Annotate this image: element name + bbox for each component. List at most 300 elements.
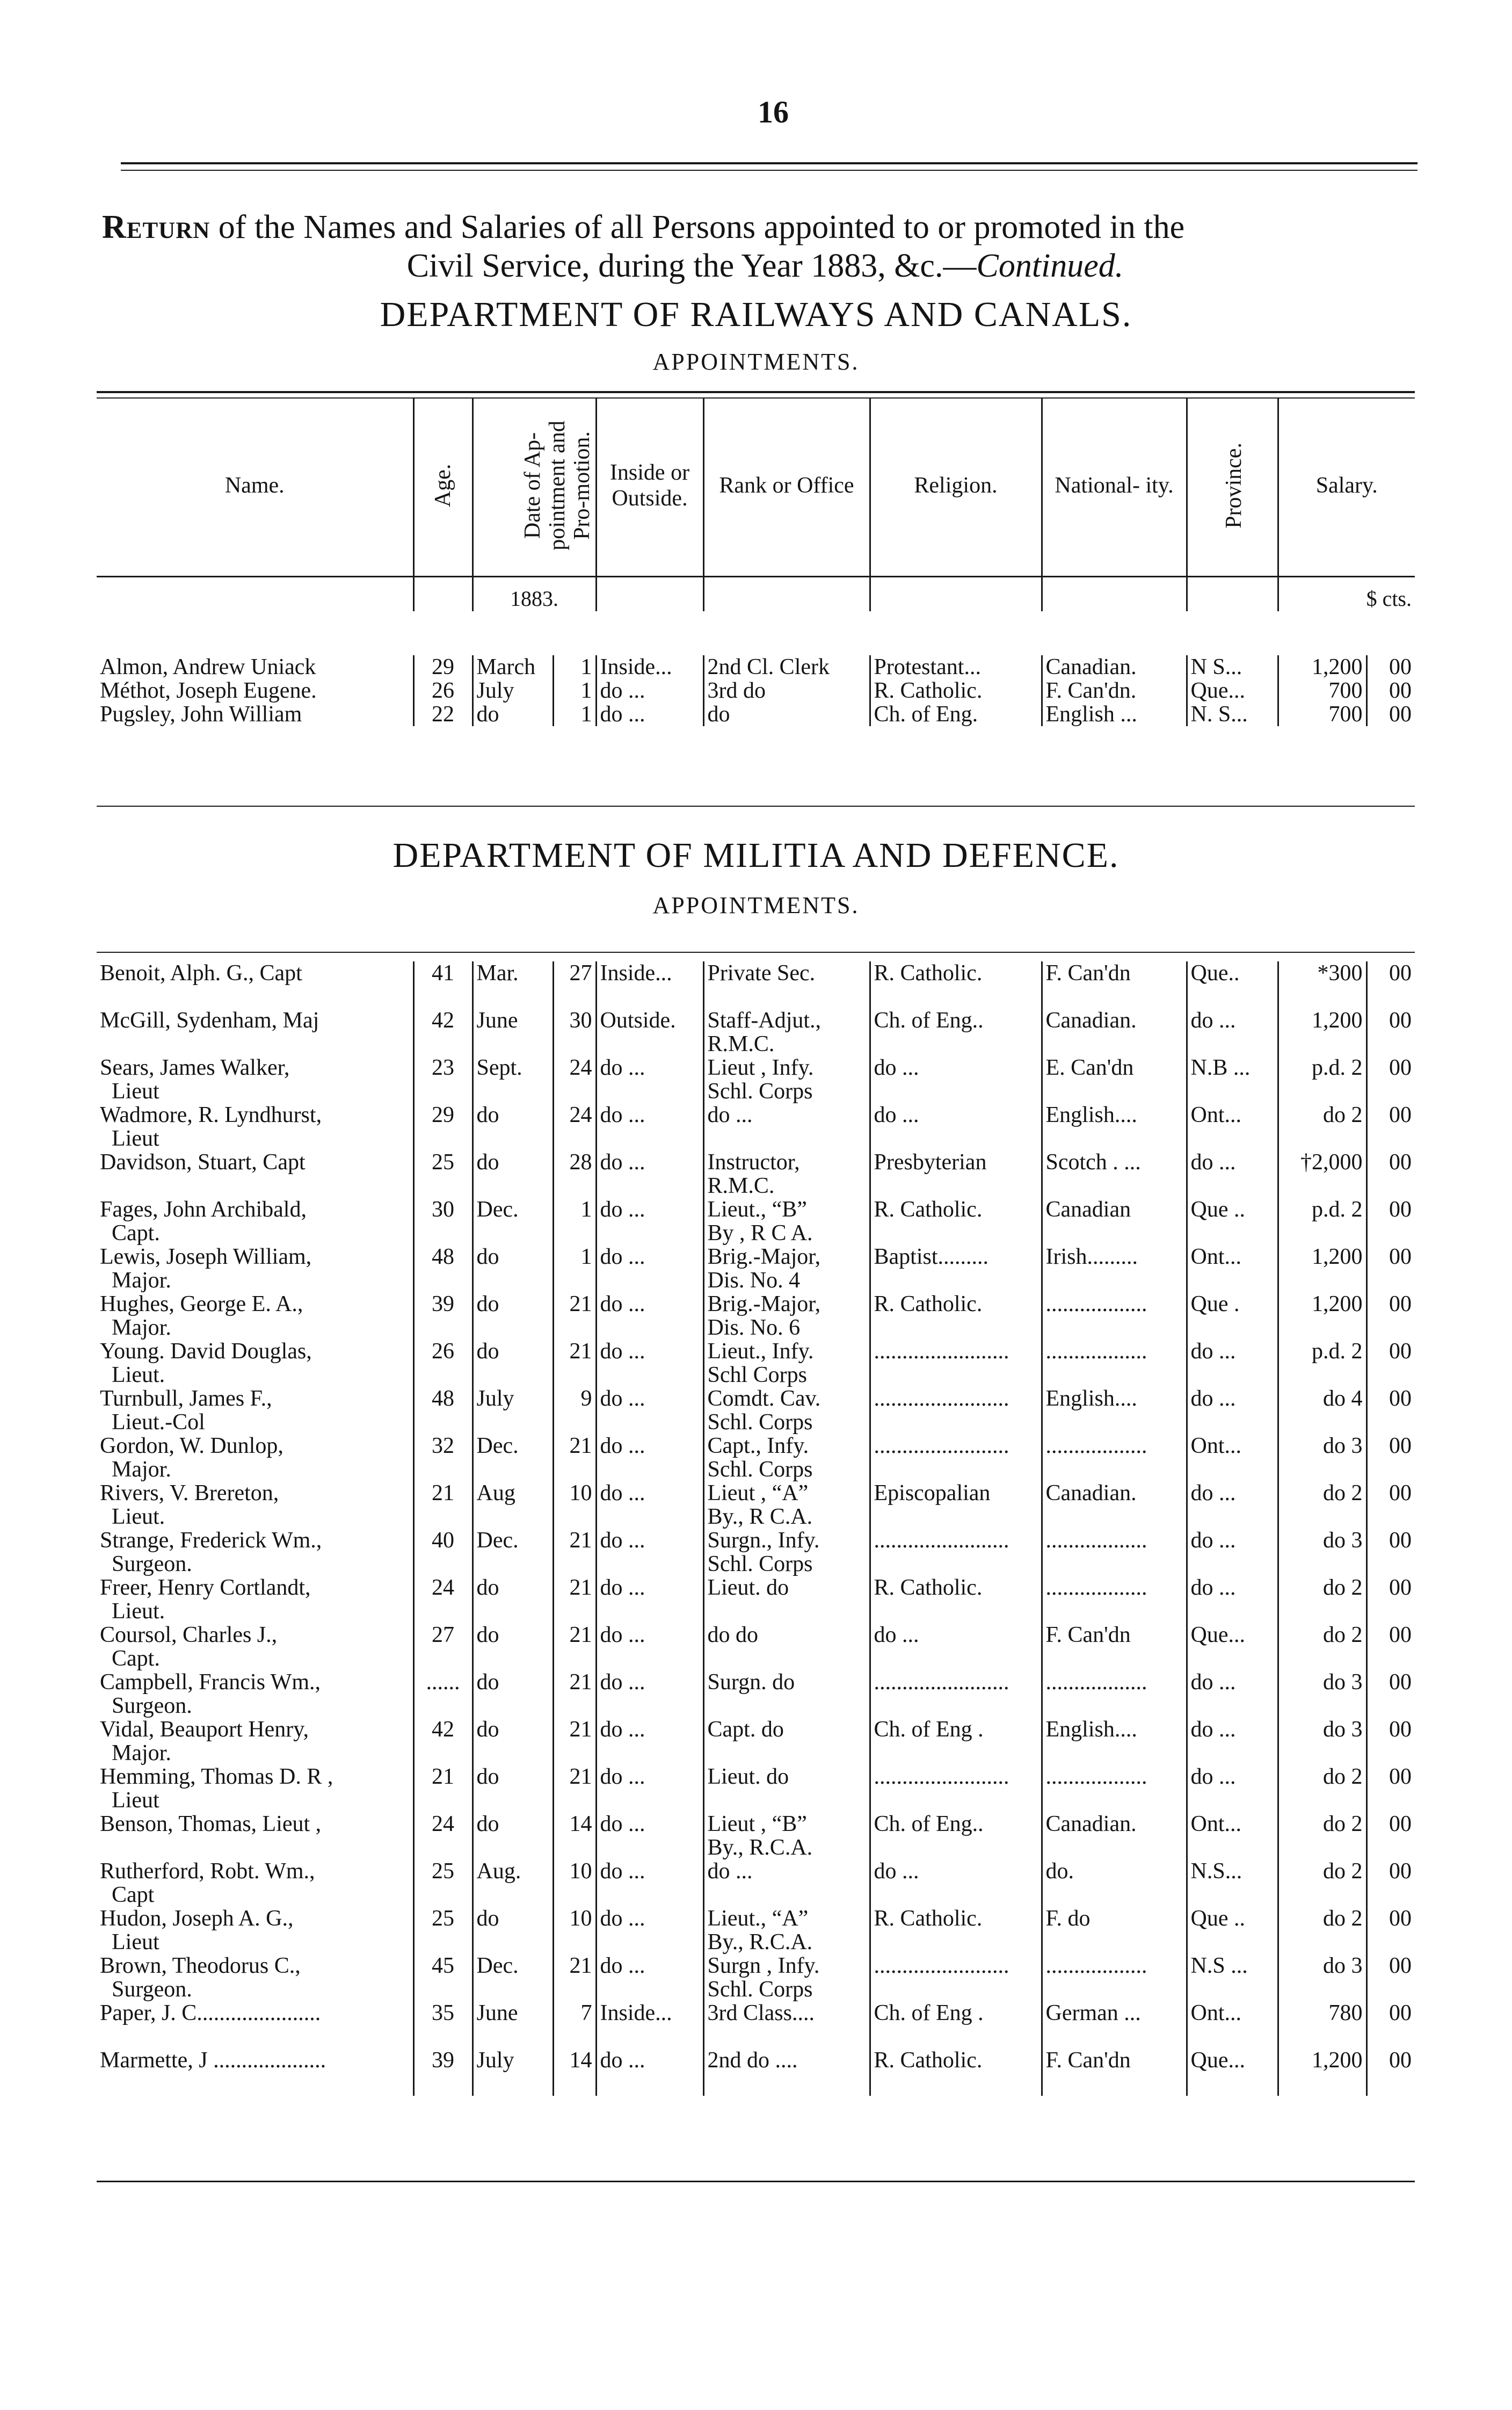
header-underline-right <box>1278 576 1415 577</box>
cell-nationality: German ... <box>1042 2001 1187 2049</box>
section-heading-militia: DEPARTMENT OF MILITIA AND DEFENCE. <box>392 836 1120 875</box>
cell-inside-outside: Inside... <box>596 961 703 1009</box>
table-row <box>97 1481 1415 1529</box>
cell-religion: ........................ <box>870 1765 1042 1812</box>
cell-religion: ........................ <box>870 1434 1042 1481</box>
cell-rank <box>703 1670 870 1718</box>
cell-name <box>97 1765 413 1812</box>
rank-line: Surgn., Infy. <box>707 1529 820 1553</box>
cell-salary-cents: 00 <box>1366 1623 1415 1670</box>
cell-inside-outside: do ... <box>596 1859 703 1907</box>
cell-salary-cents: 00 <box>1366 1245 1415 1292</box>
cell-month: do <box>473 1245 553 1292</box>
cell-day: 9 <box>553 1387 596 1434</box>
cell-age: 29 <box>413 655 473 679</box>
cell-inside-outside: do ... <box>596 1529 703 1576</box>
cell-religion: Episcopalian <box>870 1481 1042 1529</box>
rank-line-2: Schl. Corps <box>707 1977 813 2001</box>
rank-line: Lieut , Infy. <box>707 1056 814 1080</box>
cell-nationality: F. Can'dn <box>1042 961 1187 1009</box>
table-row <box>97 1103 1415 1150</box>
cell-rank <box>703 1387 870 1434</box>
name-line: Fages, John Archibald, <box>100 1198 307 1222</box>
cell-month: July <box>473 2049 553 2096</box>
cell-age: 21 <box>413 1765 473 1812</box>
cell-rank <box>703 1859 870 1907</box>
cell-day: 21 <box>553 1670 596 1718</box>
table-row <box>97 1009 1415 1056</box>
cell-day: 21 <box>553 1954 596 2001</box>
name-line: Hughes, George E. A., <box>100 1292 303 1316</box>
cell-nationality: .................. <box>1042 1765 1187 1812</box>
cell-religion: Protestant... <box>870 655 1042 679</box>
name-line: Davidson, Stuart, Capt <box>100 1150 306 1175</box>
cell-inside-outside: do ... <box>596 1292 703 1340</box>
cell-rank <box>703 1340 870 1387</box>
cell-religion: R. Catholic. <box>870 1198 1042 1245</box>
cell-salary-dollars: do 3 <box>1278 1434 1366 1481</box>
cell-rank <box>703 1812 870 1859</box>
cell-salary-cents: 00 <box>1366 1198 1415 1245</box>
name-title-line: Lieut <box>112 1788 159 1812</box>
cell-inside-outside: do ... <box>596 1576 703 1623</box>
table-row <box>97 703 1415 726</box>
cell-salary-dollars: *300 <box>1278 961 1366 1009</box>
cell-nationality: Canadian. <box>1042 1812 1187 1859</box>
rank-line: 2nd do .... <box>707 2049 798 2073</box>
cell-province: do ... <box>1187 1481 1278 1529</box>
name-title-line: Lieut. <box>112 1363 165 1387</box>
cell-day: 10 <box>553 1907 596 1954</box>
cell-salary-dollars: do 2 <box>1278 1623 1366 1670</box>
cell-age: 39 <box>413 1292 473 1340</box>
cell-month: July <box>473 1387 553 1434</box>
cell-month: do <box>473 703 553 726</box>
cell-month: Dec. <box>473 1198 553 1245</box>
section-subheading-militia: APPOINTMENTS. <box>652 892 860 918</box>
cell-province: Que .. <box>1187 1907 1278 1954</box>
table-row <box>97 2049 1415 2096</box>
column-header-date: Date of Ap-pointment and Pro-motion. <box>473 397 596 574</box>
cell-salary-cents: 00 <box>1366 1481 1415 1529</box>
cell-salary-cents: 00 <box>1366 1670 1415 1718</box>
cell-day: 21 <box>553 1434 596 1481</box>
cell-salary-dollars: 1,200 <box>1278 2049 1366 2096</box>
cell-rank <box>703 1907 870 1954</box>
cell-name <box>97 1434 413 1481</box>
cell-name <box>97 1812 413 1859</box>
cell-salary-cents: 00 <box>1366 1718 1415 1765</box>
cell-month: do <box>473 1103 553 1150</box>
column-header-name: Name. <box>224 473 285 498</box>
table-row <box>97 1907 1415 1954</box>
cell-day: 21 <box>553 1623 596 1670</box>
cell-age: 21 <box>413 1481 473 1529</box>
rank-line: Capt., Infy. <box>707 1434 809 1458</box>
cell-rank <box>703 1623 870 1670</box>
section-heading-railways: DEPARTMENT OF RAILWAYS AND CANALS. <box>380 295 1132 334</box>
cell-name <box>97 1245 413 1292</box>
column-header-age: Age. <box>413 397 473 574</box>
cell-salary-dollars: do 3 <box>1278 1529 1366 1576</box>
cell-day: 21 <box>553 1765 596 1812</box>
cell-name <box>97 1529 413 1576</box>
cell-day: 7 <box>553 2001 596 2049</box>
cell-age: 48 <box>413 1387 473 1434</box>
cell-nationality: F. Can'dn. <box>1042 679 1187 703</box>
cell-inside-outside: do ... <box>596 1481 703 1529</box>
cell-inside-outside: do ... <box>596 1387 703 1434</box>
cell-religion: R. Catholic. <box>870 1576 1042 1623</box>
cell-rank <box>703 1103 870 1150</box>
table-row <box>97 1623 1415 1670</box>
name-line: Méthot, Joseph Eugene. <box>100 679 317 703</box>
cell-salary-cents: 00 <box>1366 1009 1415 1056</box>
cell-rank <box>703 1198 870 1245</box>
cell-salary-dollars: 1,200 <box>1278 1009 1366 1056</box>
cell-name <box>97 2001 413 2049</box>
header-underline <box>97 576 413 577</box>
document-title-line1 <box>102 207 1428 247</box>
cell-month: do <box>473 1150 553 1198</box>
name-line: Hemming, Thomas D. R , <box>100 1765 333 1789</box>
cell-name <box>97 1009 413 1056</box>
cell-day: 1 <box>553 1198 596 1245</box>
cell-day: 24 <box>553 1103 596 1150</box>
cell-salary-cents: 00 <box>1366 1765 1415 1812</box>
rank-line-2: Schl Corps <box>707 1363 808 1387</box>
table-row <box>97 1765 1415 1812</box>
cell-month: Dec. <box>473 1529 553 1576</box>
table-row <box>97 679 1415 703</box>
cell-month: Aug <box>473 1481 553 1529</box>
rank-line: Surgn. do <box>707 1670 795 1695</box>
table-row <box>97 1954 1415 2001</box>
cell-salary-cents: 00 <box>1366 679 1415 703</box>
cell-age: 41 <box>413 961 473 1009</box>
rank-line: Lieut , “A” <box>707 1481 809 1506</box>
cell-province: Que . <box>1187 1292 1278 1340</box>
column-header-salary: Salary. <box>1278 397 1415 574</box>
cell-salary-cents: 00 <box>1366 1292 1415 1340</box>
cell-salary-cents: 00 <box>1366 2001 1415 2049</box>
cell-name <box>97 1670 413 1718</box>
cell-salary-dollars: 700 <box>1278 679 1366 703</box>
cell-inside-outside: do ... <box>596 1245 703 1292</box>
cell-age: 29 <box>413 1103 473 1150</box>
cell-day: 21 <box>553 1576 596 1623</box>
column-header-province: Province. <box>1187 397 1278 574</box>
cell-name <box>97 1481 413 1529</box>
name-line: Marmette, J .................... <box>100 2049 326 2073</box>
name-title-line <box>100 985 410 1009</box>
cell-name <box>97 2049 413 2096</box>
cell-month: July <box>473 679 553 703</box>
table-row <box>97 1292 1415 1340</box>
table-row <box>97 1718 1415 1765</box>
cell-salary-dollars: 1,200 <box>1278 1292 1366 1340</box>
cell-month: do <box>473 1670 553 1718</box>
cell-month: do <box>473 1623 553 1670</box>
railways-bottom-rule <box>97 806 1415 807</box>
table-top-rule <box>97 391 1415 393</box>
cell-rank <box>703 1529 870 1576</box>
cell-month: March <box>473 655 553 679</box>
cell-age: 30 <box>413 1198 473 1245</box>
cell-inside-outside: do ... <box>596 1150 703 1198</box>
table-row <box>97 1576 1415 1623</box>
cell-name <box>97 961 413 1009</box>
top-rule-thin <box>121 170 1418 171</box>
rank-line-2: By , R C A. <box>707 1221 813 1245</box>
cell-salary-dollars: do 4 <box>1278 1387 1366 1434</box>
cell-month: Dec. <box>473 1954 553 2001</box>
cell-inside-outside: do ... <box>596 1198 703 1245</box>
cell-rank <box>703 1765 870 1812</box>
cell-day: 30 <box>553 1009 596 1056</box>
table-row <box>97 655 1415 679</box>
name-line: Freer, Henry Cortlandt, <box>100 1576 311 1600</box>
rank-line: Instructor, <box>707 1150 800 1175</box>
cell-nationality: .................. <box>1042 1292 1187 1340</box>
cell-salary-cents: 00 <box>1366 2049 1415 2096</box>
cell-province: Que... <box>1187 2049 1278 2096</box>
rank-line: Lieut. do <box>707 1576 789 1600</box>
cell-rank <box>703 1954 870 2001</box>
cell-rank <box>703 1434 870 1481</box>
name-line: Rivers, V. Brereton, <box>100 1481 279 1506</box>
cell-nationality: English.... <box>1042 1387 1187 1434</box>
cell-inside-outside: do ... <box>596 1765 703 1812</box>
cell-name <box>97 1623 413 1670</box>
cell-rank <box>703 1245 870 1292</box>
cell-religion: do ... <box>870 1623 1042 1670</box>
cell-age: ...... <box>413 1670 473 1718</box>
cell-province: do ... <box>1187 1009 1278 1056</box>
cell-province: Que... <box>1187 679 1278 703</box>
cell-salary-cents: 00 <box>1366 655 1415 679</box>
cell-religion: R. Catholic. <box>870 1907 1042 1954</box>
table-row <box>97 2001 1415 2049</box>
cell-province: N.B ... <box>1187 1056 1278 1103</box>
header-underline-mid <box>413 576 1278 577</box>
name-line: Brown, Theodorus C., <box>100 1954 301 1978</box>
cell-province: Que... <box>1187 1623 1278 1670</box>
cell-day: 1 <box>553 655 596 679</box>
cell-nationality: Scotch . ... <box>1042 1150 1187 1198</box>
cell-salary-dollars: do 2 <box>1278 1907 1366 1954</box>
militia-top-rule <box>97 952 1415 953</box>
column-header-inside-outside: Inside or Outside. <box>596 397 703 574</box>
cell-name <box>97 1056 413 1103</box>
name-line: Coursol, Charles J., <box>100 1623 278 1647</box>
title-text2: Civil Service, during the Year 1883, &c.— <box>406 248 977 284</box>
cell-salary-cents: 00 <box>1366 1954 1415 2001</box>
name-title-line <box>100 1836 410 1859</box>
top-rule <box>121 162 1418 164</box>
cell-name <box>97 1340 413 1387</box>
name-title-line <box>100 2025 410 2049</box>
cell-age: 25 <box>413 1150 473 1198</box>
cell-religion: Ch. of Eng. <box>870 703 1042 726</box>
cell-province: do ... <box>1187 1718 1278 1765</box>
cell-rank <box>703 2049 870 2096</box>
rank-line: do do <box>707 1623 758 1647</box>
table-row <box>97 1150 1415 1198</box>
cell-name <box>97 1859 413 1907</box>
cell-religion: R. Catholic. <box>870 1292 1042 1340</box>
cell-rank <box>703 1292 870 1340</box>
title-text: of the Names and Salaries of all Persons appointed to or promoted in the <box>218 209 1185 245</box>
rank-line-2: Schl. Corps <box>707 1552 813 1576</box>
rank-line-2: Dis. No. 6 <box>707 1315 801 1340</box>
cell-salary-dollars: do 3 <box>1278 1670 1366 1718</box>
rank-line: Lieut., “A” <box>707 1907 809 1931</box>
cell-nationality: Canadian. <box>1042 1481 1187 1529</box>
table-row <box>97 1340 1415 1387</box>
cell-province: do ... <box>1187 1576 1278 1623</box>
name-line: Almon, Andrew Uniack <box>100 655 316 679</box>
cell-rank <box>703 1481 870 1529</box>
rank-line-2: Schl. Corps <box>707 1457 813 1481</box>
cell-age: 48 <box>413 1245 473 1292</box>
cell-salary-dollars: do 3 <box>1278 1954 1366 2001</box>
cell-age: 39 <box>413 2049 473 2096</box>
cell-nationality: English ... <box>1042 703 1187 726</box>
name-line: Benson, Thomas, Lieut , <box>100 1812 322 1836</box>
cell-salary-dollars: do 2 <box>1278 1859 1366 1907</box>
rank-line-2: By., R.C.A. <box>707 1930 813 1954</box>
cell-religion: ........................ <box>870 1387 1042 1434</box>
title-continued: Continued. <box>976 248 1124 284</box>
column-header-rank: Rank or Office <box>703 397 870 574</box>
cell-rank <box>703 1718 870 1765</box>
cell-religion: Ch. of Eng.. <box>870 1009 1042 1056</box>
cell-day: 1 <box>553 1245 596 1292</box>
rank-line-2: Schl. Corps <box>707 1079 813 1103</box>
cell-salary-cents: 00 <box>1366 1434 1415 1481</box>
cell-age: 32 <box>413 1434 473 1481</box>
cell-age: 27 <box>413 1623 473 1670</box>
cell-salary-dollars: do 2 <box>1278 1812 1366 1859</box>
name-line: Turnbull, James F., <box>100 1387 272 1411</box>
rank-line: do <box>707 703 730 726</box>
table-row <box>97 1434 1415 1481</box>
cell-salary-cents: 00 <box>1366 1387 1415 1434</box>
rank-line: Lieut. do <box>707 1765 789 1789</box>
cell-religion: do ... <box>870 1859 1042 1907</box>
cell-salary-dollars: do 2 <box>1278 1481 1366 1529</box>
cell-age: 42 <box>413 1009 473 1056</box>
name-line: Benoit, Alph. G., Capt <box>100 961 302 986</box>
cell-province: Ont... <box>1187 1434 1278 1481</box>
cell-day: 21 <box>553 1529 596 1576</box>
cell-province: Que .. <box>1187 1198 1278 1245</box>
cell-salary-cents: 00 <box>1366 1576 1415 1623</box>
cell-salary-cents: 00 <box>1366 1103 1415 1150</box>
cell-inside-outside: do ... <box>596 1812 703 1859</box>
name-line: Wadmore, R. Lyndhurst, <box>100 1103 322 1127</box>
name-title-line: Major. <box>112 1315 171 1340</box>
cell-month: Dec. <box>473 1434 553 1481</box>
cell-month: do <box>473 1292 553 1340</box>
rank-line: Lieut , “B” <box>707 1812 807 1836</box>
cell-name <box>97 1103 413 1150</box>
cell-month: June <box>473 1009 553 1056</box>
document-title-line2 <box>102 246 1428 286</box>
cell-religion: ........................ <box>870 1954 1042 2001</box>
cell-salary-cents: 00 <box>1366 1859 1415 1907</box>
cell-province: N S... <box>1187 655 1278 679</box>
cell-province: Ont... <box>1187 1812 1278 1859</box>
cell-religion: Ch. of Eng.. <box>870 1812 1042 1859</box>
name-title-line: Lieut. <box>112 1599 165 1623</box>
cell-salary-dollars: 1,200 <box>1278 655 1366 679</box>
cell-age: 24 <box>413 1812 473 1859</box>
table-row <box>97 1245 1415 1292</box>
name-title-line: Major. <box>112 1457 171 1481</box>
cell-month: Sept. <box>473 1056 553 1103</box>
cell-inside-outside: do ... <box>596 2049 703 2096</box>
rank-line: do ... <box>707 1859 753 1884</box>
cell-province: Ont... <box>1187 1103 1278 1150</box>
cell-salary-cents: 00 <box>1366 1056 1415 1103</box>
cell-name <box>97 1907 413 1954</box>
name-line: Gordon, W. Dunlop, <box>100 1434 284 1458</box>
cell-inside-outside: Inside... <box>596 655 703 679</box>
name-title-line: Major. <box>112 1268 171 1292</box>
cell-rank <box>703 679 870 703</box>
name-title-line: Lieut. <box>112 1504 165 1529</box>
cell-name <box>97 679 413 703</box>
cell-name <box>97 1292 413 1340</box>
cell-rank <box>703 1150 870 1198</box>
cell-nationality: English.... <box>1042 1103 1187 1150</box>
cell-age: 26 <box>413 1340 473 1387</box>
cell-inside-outside: do ... <box>596 1954 703 2001</box>
cell-day: 21 <box>553 1292 596 1340</box>
cell-day: 10 <box>553 1481 596 1529</box>
cell-religion: ........................ <box>870 1340 1042 1387</box>
cell-province: do ... <box>1187 1150 1278 1198</box>
cell-name <box>97 1150 413 1198</box>
rank-line-2: R.M.C. <box>707 1032 775 1056</box>
cell-day: 1 <box>553 679 596 703</box>
name-line: Campbell, Francis Wm., <box>100 1670 321 1695</box>
cell-month: do <box>473 1907 553 1954</box>
cell-religion: ........................ <box>870 1529 1042 1576</box>
name-line: Rutherford, Robt. Wm., <box>100 1859 315 1884</box>
table-row <box>97 1859 1415 1907</box>
cell-day: 28 <box>553 1150 596 1198</box>
column-header-nationality: National- ity. <box>1042 397 1187 574</box>
cell-nationality: Canadian. <box>1042 1009 1187 1056</box>
cell-religion: R. Catholic. <box>870 961 1042 1009</box>
rank-line: Brig.-Major, <box>707 1245 821 1269</box>
column-header-religion: Religion. <box>870 397 1042 574</box>
cell-age: 42 <box>413 1718 473 1765</box>
cell-age: 24 <box>413 1576 473 1623</box>
column-header-table <box>97 397 1415 611</box>
cell-month: Aug. <box>473 1859 553 1907</box>
cell-age: 45 <box>413 1954 473 2001</box>
name-title-line: Surgeon. <box>112 1552 192 1576</box>
cell-salary-dollars: 780 <box>1278 2001 1366 2049</box>
table-row <box>97 1670 1415 1718</box>
cell-religion: ........................ <box>870 1670 1042 1718</box>
cell-province: do ... <box>1187 1765 1278 1812</box>
name-line: Strange, Frederick Wm., <box>100 1529 322 1553</box>
